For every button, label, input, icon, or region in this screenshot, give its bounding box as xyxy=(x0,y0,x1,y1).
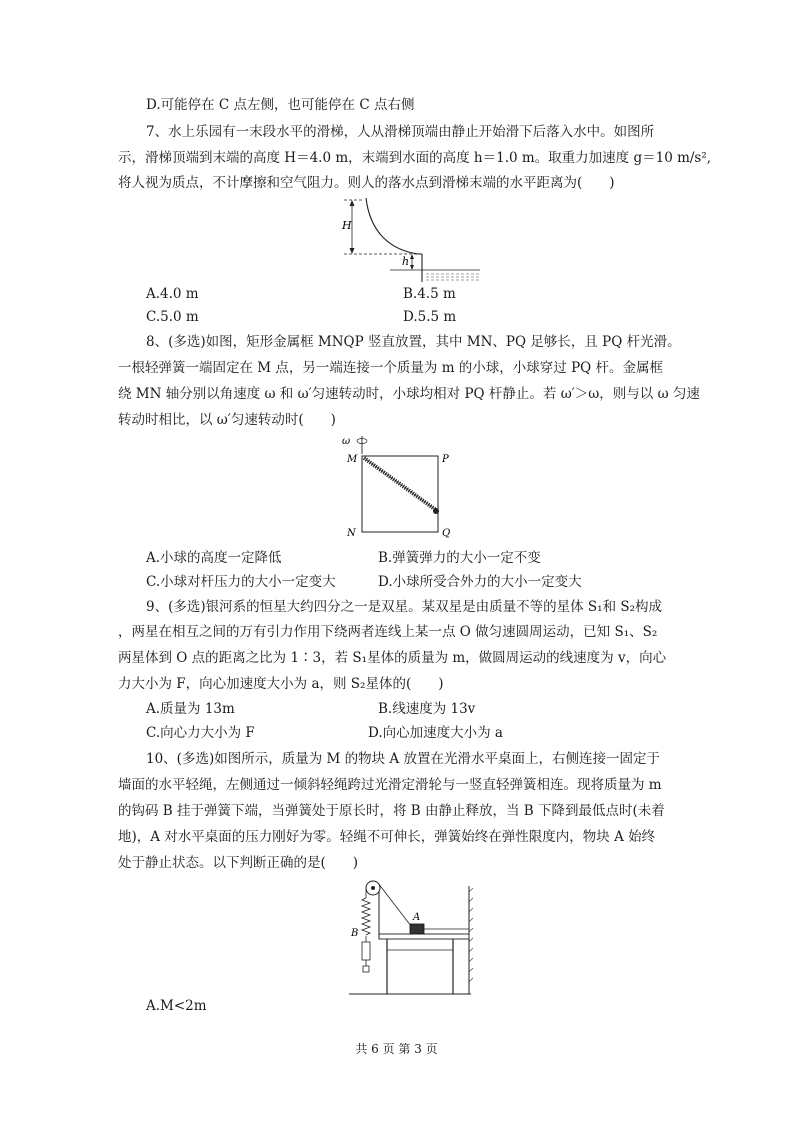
q10-stem-line-4: 地)，A 对水平桌面的压力刚好为零。轻绳不可伸长，弹簧始终在弹性限度内，物块 A 始终 xyxy=(118,829,656,845)
q10-stem-line-3: 的钩码 B 挂于弹簧下端，当弹簧处于原长时，将 B 由静止释放，当 B 下降到最低点时(未着 xyxy=(118,803,665,819)
q8-stem-line-2: 一根轻弹簧一端固定在 M 点，另一端连接一个质量为 m 的小球，小球穿过 PQ 杆。金属框 xyxy=(118,360,664,376)
q8-spring-core xyxy=(364,458,436,510)
q8-label-P: P xyxy=(442,454,449,465)
q8-ball xyxy=(433,508,439,514)
q10-inclined-rope xyxy=(378,883,411,926)
page-footer: 共 6 页 第 3 页 xyxy=(355,1042,438,1056)
q8-label-N: N xyxy=(347,528,356,539)
q7-label-h: h xyxy=(402,255,410,268)
q10-hook-mass-B xyxy=(362,942,370,960)
q8-stem-line-1: 8、(多选)如图，矩形金属框 MNQP 竖直放置，其中 MN、PQ 足够长，且 PQ 杆光滑。 xyxy=(146,334,681,350)
q10-label-B: B xyxy=(351,928,359,939)
q8-stem-line-3: 绕 MN 轴分别以角速度 ω 和 ω′匀速转动时，小球均相对 PQ 杆静止。若 ω′＞ω，则与以 ω 匀速 xyxy=(118,386,700,402)
q7-stem-line-2: 示，滑梯顶端到末端的高度 H＝4.0 m，末端到水面的高度 h＝1.0 m。取重力加速度 g＝10 m/s², xyxy=(118,150,712,166)
q10-stem-line-2: 墙面的水平轻绳，左侧通过一倾斜轻绳跨过光滑定滑轮与一竖直轻弹簧相连。现将质量为 m xyxy=(118,777,662,793)
q8-stem-line-4: 转动时相比，以 ω′匀速转动时( ) xyxy=(118,412,336,428)
q7-option-c: C.5.0 m xyxy=(146,309,199,325)
q8-option-d: D.小球所受合外力的大小一定变大 xyxy=(378,574,582,590)
q9-stem-line-4: 力大小为 F，向心加速度大小为 a，则 S₂星体的( ) xyxy=(118,676,444,692)
q10-wall-hatching xyxy=(469,888,473,982)
q10-block-A xyxy=(410,924,424,934)
q7-arrow-head xyxy=(350,200,355,206)
q8-option-a: A.小球的高度一定降低 xyxy=(146,550,282,566)
q10-table-figure xyxy=(343,878,475,998)
q8-label-omega: ω xyxy=(342,436,351,447)
q10-spring xyxy=(362,898,370,935)
q7-label-H: H xyxy=(342,219,352,232)
q7-arrow-head xyxy=(350,248,355,254)
q7-stem-line-3: 将人视为质点，不计摩擦和空气阻力。则人的落水点到滑梯末端的水平距离为( ) xyxy=(118,175,615,191)
q10-pulley-axle xyxy=(371,886,375,890)
q7-arrow-head xyxy=(410,254,414,259)
q10-stem-line-1: 10、(多选)如图所示，质量为 M 的物块 A 放置在光滑水平桌面上，右侧连接一固定于 xyxy=(146,751,660,767)
q7-option-d: D.5.5 m xyxy=(403,309,457,325)
q9-option-a: A.质量为 13m xyxy=(146,701,235,717)
q9-stem-line-2: ，两星在相互之间的万有引力作用下绕两者连线上某一点 O 做匀速圆周运动，已知 S₁、S₂ xyxy=(118,624,658,640)
q7-stem-line-1: 7、水上乐园有一末段水平的滑梯，人从滑梯顶端由静止开始滑下后落入水中。如图所 xyxy=(146,124,655,140)
q8-option-c: C.小球对杆压力的大小一定变大 xyxy=(146,574,336,590)
q9-option-d: D.向心加速度大小为 a xyxy=(368,725,503,741)
q8-label-Q: Q xyxy=(442,528,451,539)
q8-metal-frame xyxy=(362,456,438,532)
q6-option-d: D.可能停在 C 点左侧，也可能停在 C 点右侧 xyxy=(146,97,415,113)
q8-frame-figure xyxy=(340,432,460,544)
q7-option-a: A.4.0 m xyxy=(146,286,199,302)
q9-option-c: C.向心力大小为 F xyxy=(146,725,255,741)
q10-label-A: A xyxy=(413,912,421,923)
q10-table-top xyxy=(379,934,469,939)
q8-option-b: B.弹簧弹力的大小一定不变 xyxy=(378,550,541,566)
q9-stem-line-3: 两星体到 O 点的距离之比为 1∶3，若 S₁星体的质量为 m，做圆周运动的线速度为 v，向心 xyxy=(118,650,667,666)
q9-option-b: B.线速度为 13v xyxy=(378,701,476,717)
q10-weight xyxy=(363,966,369,972)
q10-stem-line-5: 处于静止状态。以下判断正确的是( ) xyxy=(118,855,359,871)
q7-arrow-head xyxy=(410,265,414,270)
q10-option-a: A.M<2m xyxy=(146,998,207,1014)
q7-water-hatching xyxy=(426,274,480,280)
q7-slide-curve xyxy=(366,198,422,254)
q8-label-M: M xyxy=(347,454,358,465)
q7-option-b: B.4.5 m xyxy=(403,286,456,302)
q9-stem-line-1: 9、(多选)银河系的恒星大约四分之一是双星。某双星是由质量不等的星体 S₁和 S₂构成 xyxy=(146,599,663,615)
q7-slide-figure xyxy=(330,192,490,284)
